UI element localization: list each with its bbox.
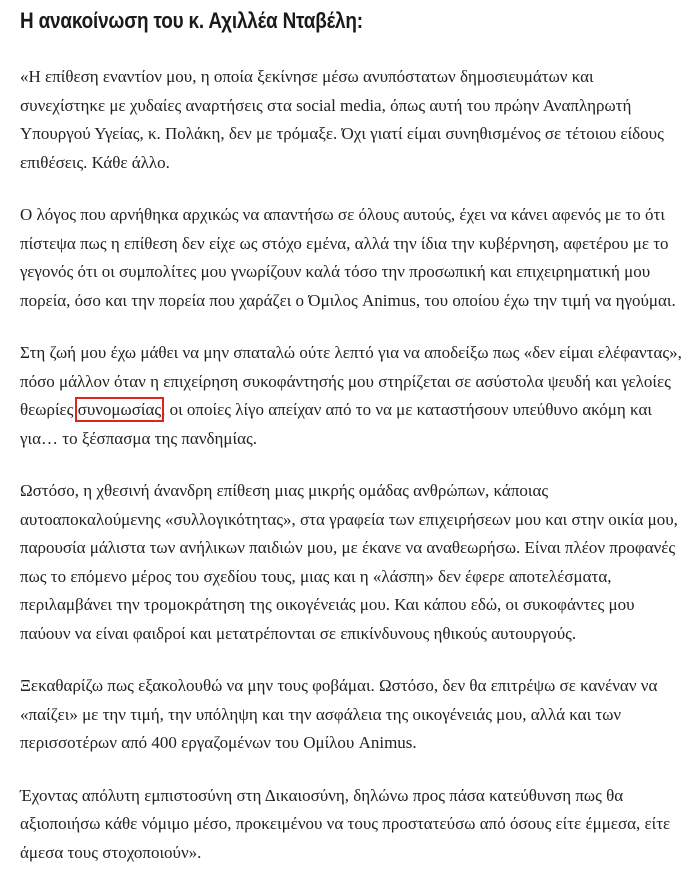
paragraph-3-text-before: Στη ζωή μου έχω μάθει να μην σπαταλώ ούτε λεπτό για να αποδείξω πως «δεν είμαι ελέφαντας», πόσο μάλλον όταν η επιχείρηση συκοφάντησής μου στηρίζεται σε ασύστολα ψευδή και γελοίες θεωρίες <box>20 343 682 419</box>
paragraph-3 <box>20 339 682 453</box>
paragraph-5: Ξεκαθαρίζω πως εξακολουθώ να μην τους φοβάμαι. Ωστόσο, δεν θα επιτρέψω σε κανέναν να «παίζει» με την τιμή, την υπόληψη και την ασφάλεια της οικογένειάς μου, αλλά και των περισσοτέρων από 400 εργαζομένων του Ομίλου Animus. <box>20 676 658 752</box>
paragraph-3-text-after: , οι οποίες λίγο απείχαν από το να με καταστήσουν υπεύθυνο ακόμη και για… το ξέσπασμα της πανδημίας. <box>20 400 652 448</box>
paragraph-1: «Η επίθεση εναντίον μου, η οποία ξεκίνησε μέσω ανυπόστατων δημοσιευμάτων και συνεχίστηκε με χυδαίες αναρτήσεις στα social media, όπως αυτή του πρώην Αναπληρωτή Υπουργού Υγείας, κ. Πολάκη, δεν με τρόμαξε. Όχι γιατί είμαι συνηθισμένος σε τέτοιου είδους επιθέσεις. Κάθε άλλο. <box>20 67 664 172</box>
paragraph-6: Έχοντας απόλυτη εμπιστοσύνη στη Δικαιοσύνη, δηλώνω προς πάσα κατεύθυνση πως θα αξιοποιήσω κάθε νόμιμο μέσο, προκειμένου να τους προστατεύσω από όσους είτε έμμεσα, είτε άμεσα τους στοχοποιούν». <box>20 785 671 862</box>
paragraph-4: Ωστόσο, η χθεσινή άνανδρη επίθεση μιας μικρής ομάδας ανθρώπων, κάποιας αυτοαποκαλούμενης «συλλογικότητας», στα γραφεία των επιχειρήσεων μου και στην οικία μου, παρουσία μάλιστα των ανήλικων παιδιών μου, με έκανε να αναθεωρήσω. Είναι πλέον προφανές πως το επόμενο μέρος του σχεδίου τους, μιας και η «λάσπη» δεν έφερε αποτελέσματα, περιλαμβάνει την τρομοκράτηση της οικογένειάς μου. Και κάπου εδώ, οι συκοφάντες μου παύουν να είναι φαιδροί και μετατρέπονται σε επικίνδυνους ηθικούς αυτουργούς. <box>20 481 678 643</box>
article <box>20 0 682 867</box>
paragraph-2: Ο λόγος που αρνήθηκα αρχικώς να απαντήσω σε όλους αυτούς, έχει να κάνει αφενός με το ότι πίστεψα πως η επίθεση δεν είχε ως στόχο εμένα, αλλά την ίδια την κυβέρνηση, αφετέρου με το γεγονός ότι οι συμπολίτες μου γνωρίζουν καλά τόσο την προσωπική και επιχειρηματική μου πορεία, όσο και την πορεία που χαράζει ο Όμιλος Animus, του οποίου έχω την τιμή να ηγούμαι. <box>20 205 676 310</box>
highlighted-word: συνομωσίας <box>77 400 162 419</box>
article-heading: Η ανακοίνωση του κ. Αχιλλέα Νταβέλη: <box>20 8 363 33</box>
